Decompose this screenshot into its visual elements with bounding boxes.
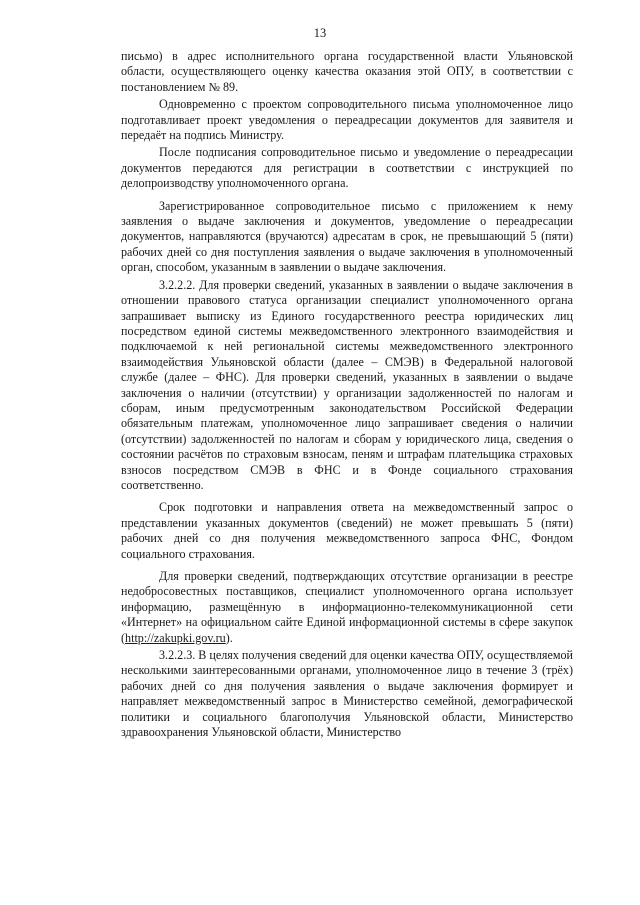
paragraph: 3.2.2.3. В целях получения сведений для оценки качества ОПУ, осуществляемой несколькими заинтересованными органами, уполномоченное лицо в течение 3 (трёх) рабочих дней со дня получения заявления о выдаче заключения формирует и направляет межведомственный запрос в Министерство семейной, демографической политики и социального благополучия Ульяновской области, Министерство здравоохранения Ульяновской области, Министерство bbox=[121, 648, 573, 740]
paragraph-text: Для проверки сведений, подтверждающих отсутствие организации в реестре недобросовестных поставщиков, специалист уполномоченного органа использует информацию, размещённую в информационно-телекоммуникационной сети «Интернет» на официальном сайте Единой информационной системы в сфере закупок ( bbox=[121, 569, 573, 645]
document-body bbox=[121, 49, 573, 742]
paragraph: После подписания сопроводительное письмо и уведомление о переадресации документов передаются для регистрации в соответствии с инструкцией по делопроизводству уполномоченного органа. bbox=[121, 145, 573, 191]
paragraph: Одновременно с проектом сопроводительного письма уполномоченное лицо подготавливает проект уведомления о переадресации документов для заявителя и передаёт на подпись Министру. bbox=[121, 97, 573, 143]
zakupki-link[interactable]: http://zakupki.gov.ru bbox=[125, 630, 226, 645]
paragraph: 3.2.2.2. Для проверки сведений, указанных в заявлении о выдаче заключения в отношении правового статуса организации специалист уполномоченного органа запрашивает выписку из Единого государственного реестра юридических лиц посредством единой системы межведомственного электронного взаимодействия и подключаемой к ней региональной системы межведомственного электронного взаимодействия Ульяновской области (далее – СМЭВ) в Федеральной налоговой службе (далее – ФНС). Для проверки сведений, указанных в заявлении о выдаче заключения о наличии (отсутствии) у организации задолженностей по налогам и сборам, иным предусмотренным законодательством Российской Федерации обязательным платежам, уполномоченное лицо запрашивает сведения о наличии (отсутствии) задолженностей по налогам и сборам у юридического лица, сведения о состоянии расчётов по страховым взносам, пеням и штрафам плательщика страховых взносов посредством СМЭВ в ФНС и в Фонде социального страхования соответственно. bbox=[121, 277, 573, 492]
paragraph-with-link bbox=[121, 569, 573, 646]
paragraph: Срок подготовки и направления ответа на межведомственный запрос о представлении указанных документов (сведений) не может превышать 5 (пяти) рабочих дней со дня получения межведомственного запроса ФНС, Фондом социального страхования. bbox=[121, 500, 573, 561]
page-number: 13 bbox=[313, 26, 327, 40]
paragraph-text: ). bbox=[225, 630, 233, 645]
paragraph: Зарегистрированное сопроводительное письмо с приложением к нему заявления о выдаче заключения и документов, уведомление о переадресации документов, направляются (вручаются) адресатам в срок, не превышающий 5 (пяти) рабочих дней со дня поступления заявления о выдаче заключения в уполномоченный орган, способом, указанным в заявлении о выдаче заключения. bbox=[121, 198, 573, 275]
paragraph: письмо) в адрес исполнительного органа государственной власти Ульяновской области, осуществляющего оценку качества оказания этой ОПУ, в соответствии с постановлением № 89. bbox=[121, 49, 573, 94]
